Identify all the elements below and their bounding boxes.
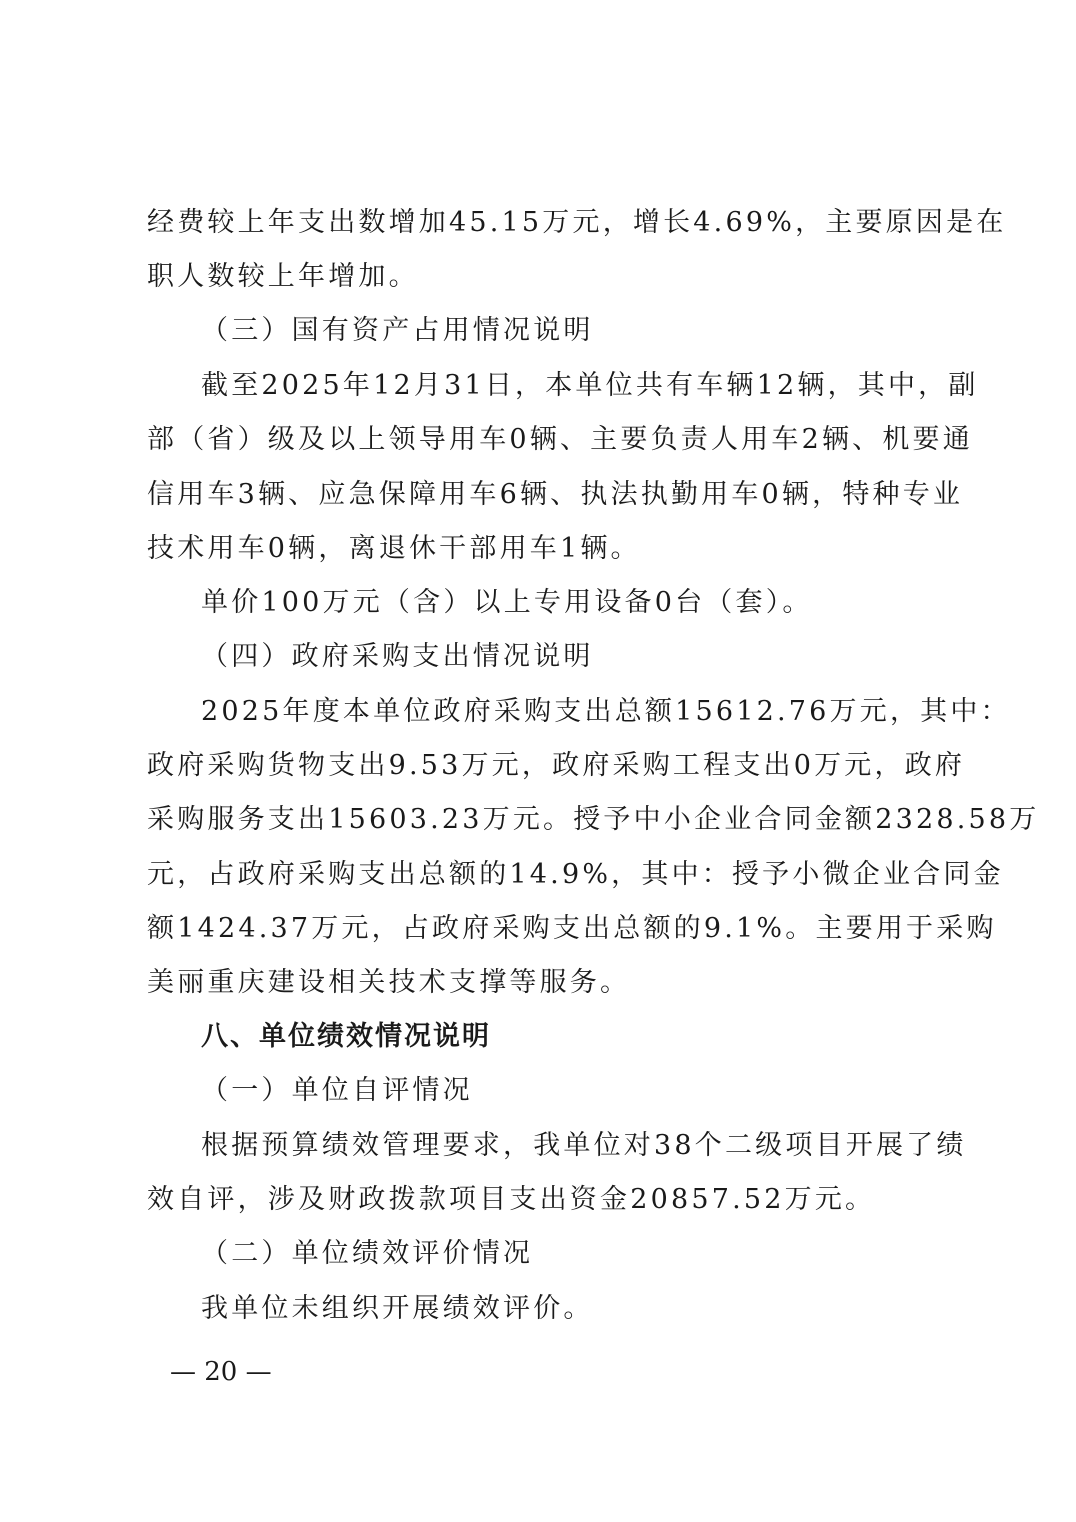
chapter-heading: 八、单位绩效情况说明 (201, 1021, 491, 1052)
paragraph-line: 我单位未组织开展绩效评价。 (201, 1293, 594, 1324)
paragraph-line: 截至2025年12月31日，本单位共有车辆12辆，其中，副 (201, 370, 979, 401)
section-heading: （一）单位自评情况 (201, 1075, 473, 1106)
paragraph-line: 单价100万元（含）以上专用设备0台（套）。 (201, 587, 813, 618)
paragraph-line: 政府采购货物支出9.53万元，政府采购工程支出0万元，政府 (147, 750, 966, 781)
paragraph-line: 信用车3辆、应急保障用车6辆、执法执勤用车0辆，特种专业 (147, 479, 964, 510)
paragraph-line: 效自评，涉及财政拨款项目支出资金20857.52万元。 (147, 1184, 876, 1215)
paragraph-line: 技术用车0辆，离退休干部用车1辆。 (147, 533, 641, 564)
section-heading: （二）单位绩效评价情况 (201, 1238, 534, 1269)
paragraph-line: 采购服务支出15603.23万元。授予中小企业合同金额2328.58万 (147, 804, 1040, 835)
paragraph-line: 职人数较上年增加。 (147, 261, 419, 292)
section-heading: （四）政府采购支出情况说明 (201, 641, 594, 672)
paragraph-line: 元，占政府采购支出总额的14.9%，其中：授予小微企业合同金 (147, 859, 1004, 890)
page-number: — 20 — (170, 1357, 272, 1387)
paragraph-line: 经费较上年支出数增加45.15万元，增长4.69%，主要原因是在 (147, 207, 1007, 238)
paragraph-line: 2025年度本单位政府采购支出总额15612.76万元，其中： (201, 696, 1011, 727)
paragraph-line: 美丽重庆建设相关技术支撑等服务。 (147, 967, 631, 998)
paragraph-line: 部（省）级及以上领导用车0辆、主要负责人用车2辆、机要通 (147, 424, 973, 455)
section-heading: （三）国有资产占用情况说明 (201, 315, 594, 346)
paragraph-line: 额1424.37万元，占政府采购支出总额的9.1%。主要用于采购 (147, 913, 997, 944)
paragraph-line: 根据预算绩效管理要求，我单位对38个二级项目开展了绩 (201, 1130, 967, 1161)
